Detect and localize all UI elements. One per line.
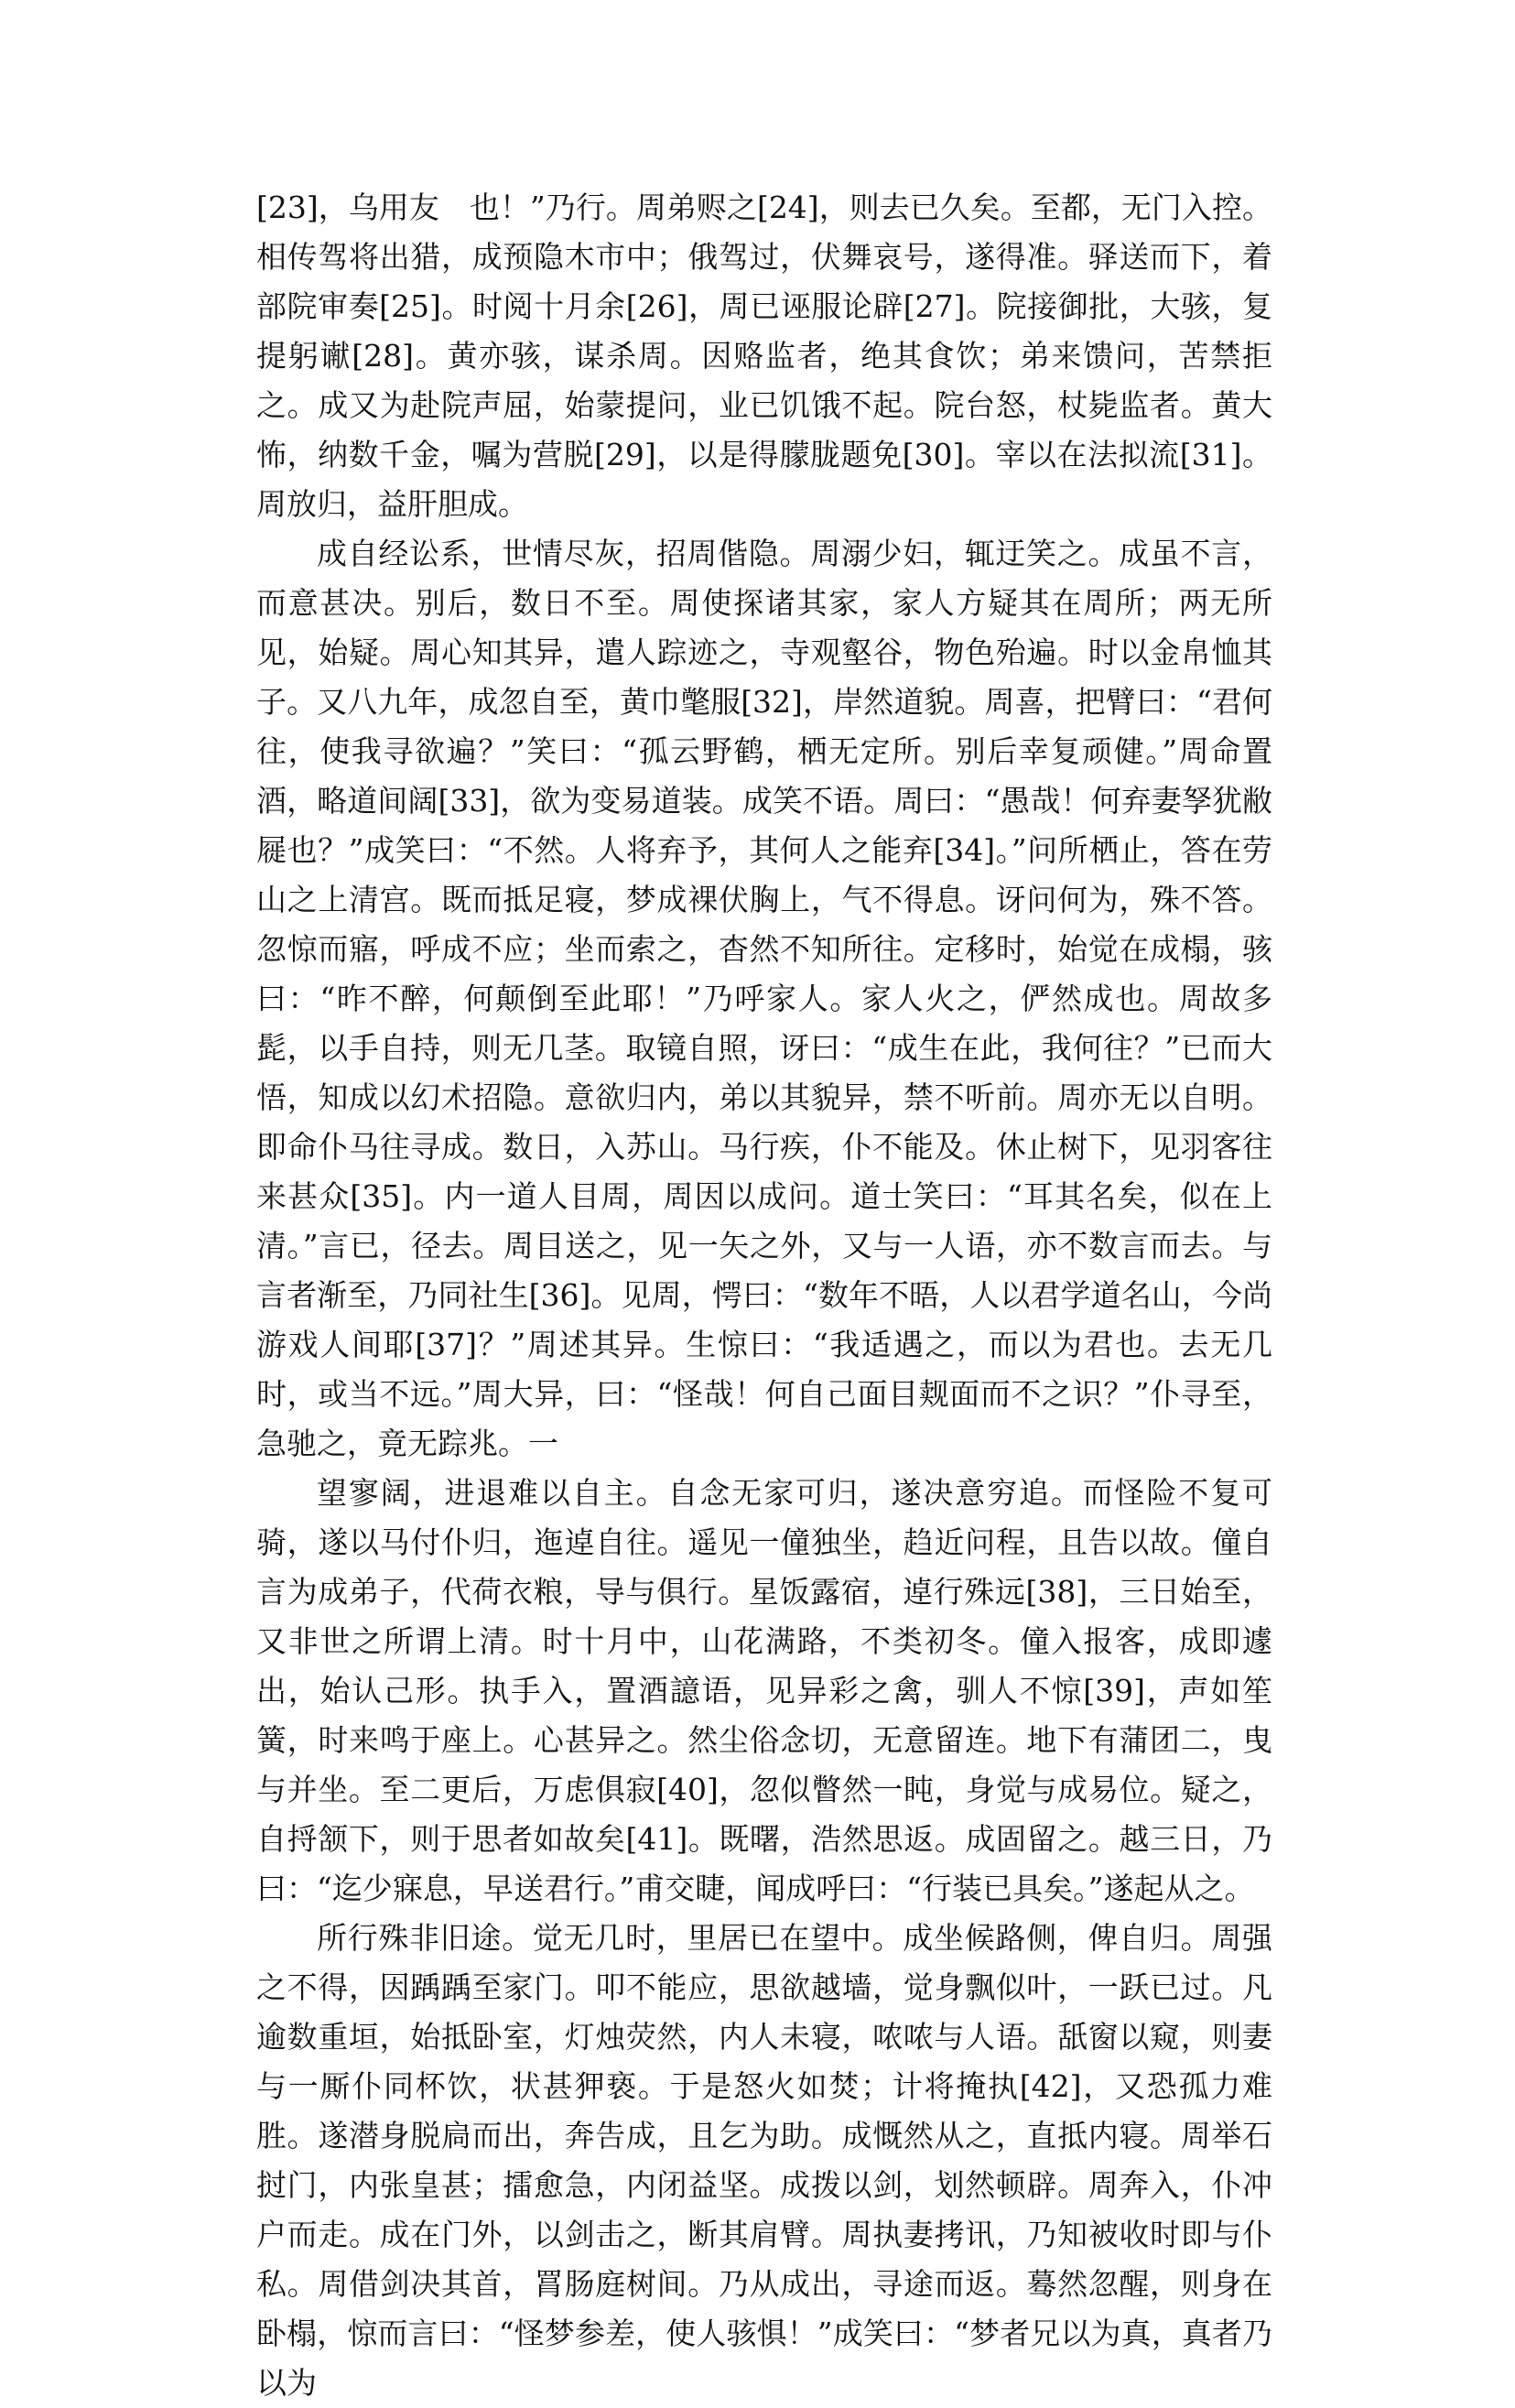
paragraph-4: 所行殊非旧途。觉无几时，里居已在望中。成坐候路侧，俾自归。周强之不得，因踽踽至家门。叩不能应，思欲越墙，觉身飘似叶，一跃已过。凡逾数重垣，始抵卧室，灯烛荧然，内人未寝，哝哝与人语。舐窗以窥，则妻与一厮仆同杯饮，状甚狎亵。于是怒火如焚；计将掩执[42]，又恐孤力难胜。遂潜身脱扃而出，奔告成，且乞为助。成慨然从之，直抵内寝。周举石挝门，内张皇甚；擂愈急，内闭益坚。成拨以剑，划然顿辟。周奔入，仆冲户而走。成在门外，以剑击之，断其肩臂。周执妻拷讯，乃知被收时即与仆私。周借剑决其首，罥肠庭树间。乃从成出，寻途而返。蓦然忽醒，则身在卧榻，惊而言曰：“怪梦参差，使人骇惧！”成笑曰：“梦者兄以为真，真者乃以为 xyxy=(256,1920,1272,2401)
paragraph-3: 望寥阔，进退难以自主。自念无家可归，遂决意穷追。而怪险不复可骑，遂以马付仆归，迤逴自往。遥见一僮独坐，趋近问程，且告以故。僮自言为成弟子，代荷衣粮，导与俱行。星饭露宿，逴行殊远[38]，三日始至，又非世之所谓上清。时十月中，山花满路，不类初冬。僮入报客，成即遽出，始认己形。执手入，置酒譩语，见异彩之禽，驯人不惊[39]，声如笙簧，时来鸣于座上。心甚异之。然尘俗念切，无意留连。地下有蒲团二，曳与并坐。至二更后，万虑俱寂[40]，忽似瞥然一盹，身觉与成易位。疑之，自捋颔下，则于思者如故矣[41]。既曙，浩然思返。成固留之。越三日，乃曰：“迄少寐息，早送君行。”甫交睫，闻成呼曰：“行装已具矣。”遂起从之。 xyxy=(256,1475,1272,1906)
paragraph-2: 成自经讼系，世情尽灰，招周偕隐。周溺少妇，辄迂笑之。成虽不言，而意甚决。别后，数日不至。周使探诸其家，家人方疑其在周所；两无所见，始疑。周心知其异，遣人踪迹之，寺观壑谷，物色殆遍。时以金帛恤其子。又八九年，成忽自至，黄巾氅服[32]，岸然道貌。周喜，把臂曰：“君何往，使我寻欲遍？”笑曰：“孤云野鹤，栖无定所。别后幸复顽健。”周命置酒，略道间阔[33]，欲为变易道装。成笑不语。周曰：“愚哉！何弃妻孥犹敝屣也？”成笑曰：“不然。人将弃予，其何人之能弃[34]。”问所栖止，答在劳山之上清宫。既而抵足寝，梦成裸伏胸上，气不得息。讶问何为，殊不答。忽惊而寤，呼成不应；坐而索之，杳然不知所往。定移时，始觉在成榻，骇曰：“昨不醉，何颠倒至此耶！”乃呼家人。家人火之，俨然成也。周故多髭，以手自持，则无几茎。取镜自照，讶曰：“成生在此，我何往？”已而大悟，知成以幻术招隐。意欲归内，弟以其貌异，禁不听前。周亦无以自明。即命仆马往寻成。数日，入苏山。马行疾，仆不能及。休止树下，见羽客往来甚众[35]。内一道人目周，周因以成问。道士笑曰：“耳其名矣，似在上清。”言已，径去。周目送之，见一矢之外，又与一人语，亦不数言而去。与言者渐至，乃同社生[36]。见周，愕曰：“数年不晤，人以君学道名山，今尚游戏人间耶[37]？”周述其异。生惊曰：“我适遇之，而以为君也。去无几时，或当不远。”周大异，曰：“怪哉！何自己面目觌面而不之识？”仆寻至，急驰之，竟无踪兆。一 xyxy=(256,536,1272,1461)
paragraph-1: [23]，乌用友 也！”乃行。周弟赆之[24]，则去已久矣。至都，无门入控。相传驾将出猎，成预隐木市中；俄驾过，伏舞哀号，遂得准。驿送而下，着部院审奏[25]。时阅十月余[26]，周已诬服论辟[27]。院接御批，大骇，复提躬谳[28]。黄亦骇，谋杀周。因赂监者，绝其食饮；弟来馈问，苦禁拒之。成又为赴院声屈，始蒙提问，业已饥饿不起。院台怒，杖毙监者。黄大怖，纳数千金，嘱为营脱[29]，以是得朦胧题免[30]。宰以在法拟流[31]。周放归，益肝胆成。 xyxy=(256,190,1272,522)
document-body xyxy=(256,183,1272,2408)
